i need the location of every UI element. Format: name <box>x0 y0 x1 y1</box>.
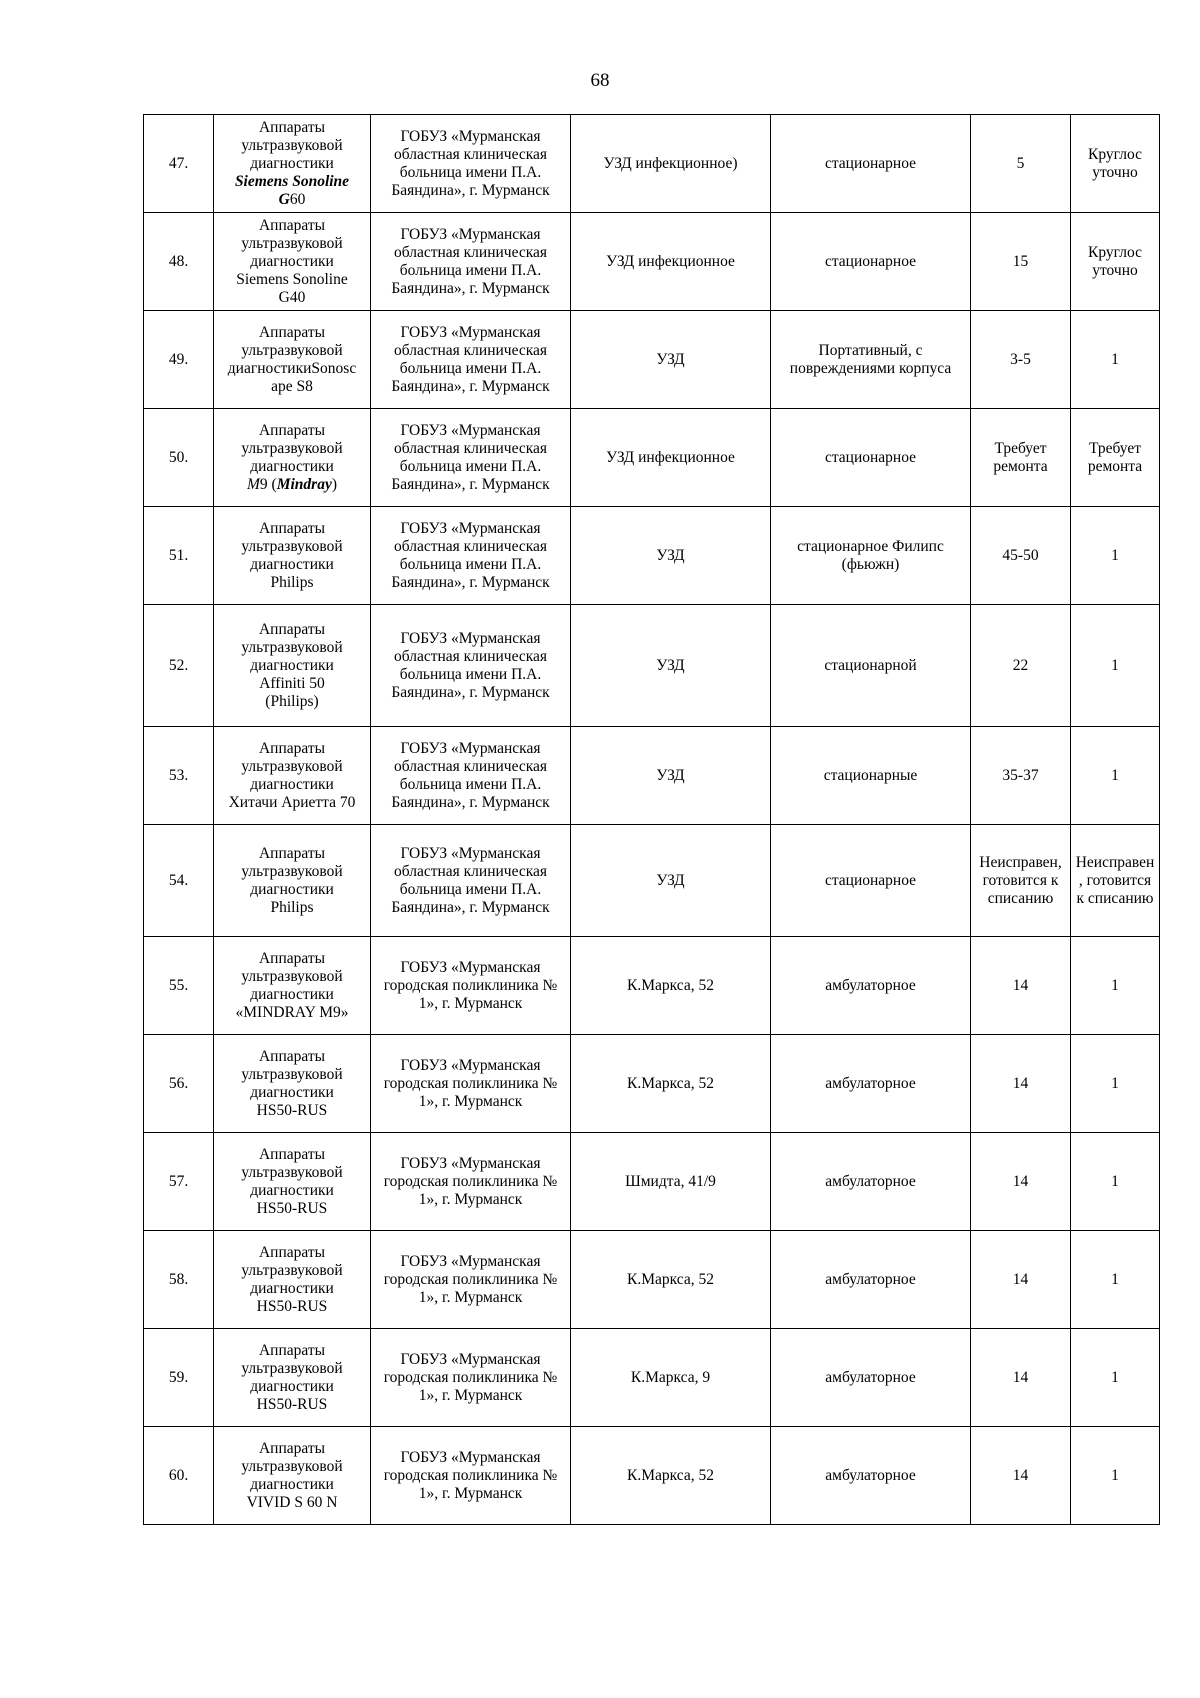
age-cell: Неисправен, готовится к списанию <box>971 825 1071 937</box>
device-cell: Аппараты ультразвуковой диагностики Affiniti 50 (Philips) <box>214 605 371 727</box>
page-number: 68 <box>590 70 610 91</box>
device-cell: Аппараты ультразвуковой диагностики HS50-RUS <box>214 1231 371 1329</box>
age-cell: Требует ремонта <box>971 409 1071 507</box>
table-row <box>144 1133 1160 1231</box>
age-cell: 5 <box>971 115 1071 213</box>
location-cell: К.Маркса, 52 <box>571 1035 771 1133</box>
row-number-cell: 47. <box>144 115 214 213</box>
device-cell: Аппараты ультразвуковой диагностики HS50-RUS <box>214 1133 371 1231</box>
organization-cell: ГОБУЗ «Мурманская областная клиническая больница имени П.А. Баяндина», г. Мурманск <box>371 213 571 311</box>
device-cell: Аппараты ультразвуковой диагностики VIVID S 60 N <box>214 1427 371 1525</box>
table-row <box>144 507 1160 605</box>
organization-cell: ГОБУЗ «Мурманская областная клиническая больница имени П.А. Баяндина», г. Мурманск <box>371 727 571 825</box>
table-row <box>144 1329 1160 1427</box>
organization-cell: ГОБУЗ «Мурманская городская поликлиника № 1», г. Мурманск <box>371 1427 571 1525</box>
location-cell: УЗД <box>571 507 771 605</box>
age-cell: 35-37 <box>971 727 1071 825</box>
table-row <box>144 937 1160 1035</box>
location-cell: Шмидта, 41/9 <box>571 1133 771 1231</box>
load-cell: Требует ремонта <box>1071 409 1160 507</box>
row-number-cell: 52. <box>144 605 214 727</box>
device-cell: Аппараты ультразвуковой диагностики Philips <box>214 507 371 605</box>
row-number-cell: 49. <box>144 311 214 409</box>
load-cell: Круглос уточно <box>1071 115 1160 213</box>
device-cell: Аппараты ультразвуковой диагностики «MINDRAY M9» <box>214 937 371 1035</box>
load-cell: 1 <box>1071 1427 1160 1525</box>
row-number-cell: 50. <box>144 409 214 507</box>
age-cell: 14 <box>971 1231 1071 1329</box>
equipment-type-cell: Портативный, с повреждениями корпуса <box>771 311 971 409</box>
equipment-type-cell: амбулаторное <box>771 1427 971 1525</box>
location-cell: К.Маркса, 52 <box>571 1427 771 1525</box>
row-number-cell: 54. <box>144 825 214 937</box>
equipment-type-cell: амбулаторное <box>771 1231 971 1329</box>
table-row <box>144 825 1160 937</box>
organization-cell: ГОБУЗ «Мурманская областная клиническая больница имени П.А. Баяндина», г. Мурманск <box>371 409 571 507</box>
table-row <box>144 1035 1160 1133</box>
organization-cell: ГОБУЗ «Мурманская городская поликлиника № 1», г. Мурманск <box>371 1329 571 1427</box>
age-cell: 22 <box>971 605 1071 727</box>
age-cell: 15 <box>971 213 1071 311</box>
device-cell: Аппараты ультразвуковой диагностики M9 (Mindray) <box>214 409 371 507</box>
age-cell: 14 <box>971 1035 1071 1133</box>
age-cell: 14 <box>971 1133 1071 1231</box>
equipment-table <box>143 114 1160 1525</box>
load-cell: 1 <box>1071 1329 1160 1427</box>
location-cell: УЗД <box>571 311 771 409</box>
equipment-type-cell: стационарное <box>771 825 971 937</box>
location-cell: К.Маркса, 52 <box>571 937 771 1035</box>
table-row <box>144 311 1160 409</box>
load-cell: 1 <box>1071 507 1160 605</box>
load-cell: 1 <box>1071 605 1160 727</box>
device-cell: Аппараты ультразвуковой диагностики Siemens Sonoline G60 <box>214 115 371 213</box>
location-cell: УЗД инфекционное <box>571 213 771 311</box>
location-cell: К.Маркса, 9 <box>571 1329 771 1427</box>
age-cell: 14 <box>971 1427 1071 1525</box>
table-body <box>144 115 1160 1525</box>
equipment-type-cell: стационарное <box>771 409 971 507</box>
row-number-cell: 48. <box>144 213 214 311</box>
age-cell: 14 <box>971 937 1071 1035</box>
location-cell: УЗД <box>571 727 771 825</box>
load-cell: 1 <box>1071 1133 1160 1231</box>
location-cell: К.Маркса, 52 <box>571 1231 771 1329</box>
load-cell: 1 <box>1071 937 1160 1035</box>
row-number-cell: 58. <box>144 1231 214 1329</box>
age-cell: 45-50 <box>971 507 1071 605</box>
location-cell: УЗД <box>571 605 771 727</box>
row-number-cell: 60. <box>144 1427 214 1525</box>
table-row <box>144 727 1160 825</box>
load-cell: 1 <box>1071 1035 1160 1133</box>
equipment-type-cell: амбулаторное <box>771 1035 971 1133</box>
equipment-type-cell: амбулаторное <box>771 1329 971 1427</box>
organization-cell: ГОБУЗ «Мурманская городская поликлиника № 1», г. Мурманск <box>371 1035 571 1133</box>
age-cell: 14 <box>971 1329 1071 1427</box>
organization-cell: ГОБУЗ «Мурманская областная клиническая больница имени П.А. Баяндина», г. Мурманск <box>371 115 571 213</box>
device-cell: Аппараты ультразвуковой диагностикиSonosc ape S8 <box>214 311 371 409</box>
row-number-cell: 57. <box>144 1133 214 1231</box>
row-number-cell: 59. <box>144 1329 214 1427</box>
table-row <box>144 1231 1160 1329</box>
organization-cell: ГОБУЗ «Мурманская городская поликлиника № 1», г. Мурманск <box>371 1231 571 1329</box>
organization-cell: ГОБУЗ «Мурманская областная клиническая больница имени П.А. Баяндина», г. Мурманск <box>371 507 571 605</box>
equipment-type-cell: амбулаторное <box>771 937 971 1035</box>
organization-cell: ГОБУЗ «Мурманская областная клиническая больница имени П.А. Баяндина», г. Мурманск <box>371 311 571 409</box>
organization-cell: ГОБУЗ «Мурманская городская поликлиника № 1», г. Мурманск <box>371 937 571 1035</box>
device-cell: Аппараты ультразвуковой диагностики HS50-RUS <box>214 1035 371 1133</box>
load-cell: 1 <box>1071 727 1160 825</box>
age-cell: 3-5 <box>971 311 1071 409</box>
equipment-type-cell: стационарной <box>771 605 971 727</box>
load-cell: Неисправен, готовится к списанию <box>1071 825 1160 937</box>
table-row <box>144 605 1160 727</box>
row-number-cell: 53. <box>144 727 214 825</box>
load-cell: 1 <box>1071 1231 1160 1329</box>
location-cell: УЗД инфекционное) <box>571 115 771 213</box>
device-cell: Аппараты ультразвуковой диагностики Philips <box>214 825 371 937</box>
location-cell: УЗД <box>571 825 771 937</box>
table-row <box>144 409 1160 507</box>
table-row <box>144 213 1160 311</box>
table-row <box>144 115 1160 213</box>
equipment-type-cell: стационарное Филипс (фьюжн) <box>771 507 971 605</box>
equipment-type-cell: стационарные <box>771 727 971 825</box>
device-cell: Аппараты ультразвуковой диагностики Siemens Sonoline G40 <box>214 213 371 311</box>
equipment-type-cell: амбулаторное <box>771 1133 971 1231</box>
load-cell: 1 <box>1071 311 1160 409</box>
row-number-cell: 51. <box>144 507 214 605</box>
load-cell: Круглос уточно <box>1071 213 1160 311</box>
row-number-cell: 55. <box>144 937 214 1035</box>
equipment-type-cell: стационарное <box>771 115 971 213</box>
table-row <box>144 1427 1160 1525</box>
location-cell: УЗД инфекционное <box>571 409 771 507</box>
organization-cell: ГОБУЗ «Мурманская городская поликлиника № 1», г. Мурманск <box>371 1133 571 1231</box>
device-cell: Аппараты ультразвуковой диагностики HS50-RUS <box>214 1329 371 1427</box>
device-cell: Аппараты ультразвуковой диагностики Хитачи Ариетта 70 <box>214 727 371 825</box>
organization-cell: ГОБУЗ «Мурманская областная клиническая больница имени П.А. Баяндина», г. Мурманск <box>371 825 571 937</box>
organization-cell: ГОБУЗ «Мурманская областная клиническая больница имени П.А. Баяндина», г. Мурманск <box>371 605 571 727</box>
equipment-type-cell: стационарное <box>771 213 971 311</box>
row-number-cell: 56. <box>144 1035 214 1133</box>
